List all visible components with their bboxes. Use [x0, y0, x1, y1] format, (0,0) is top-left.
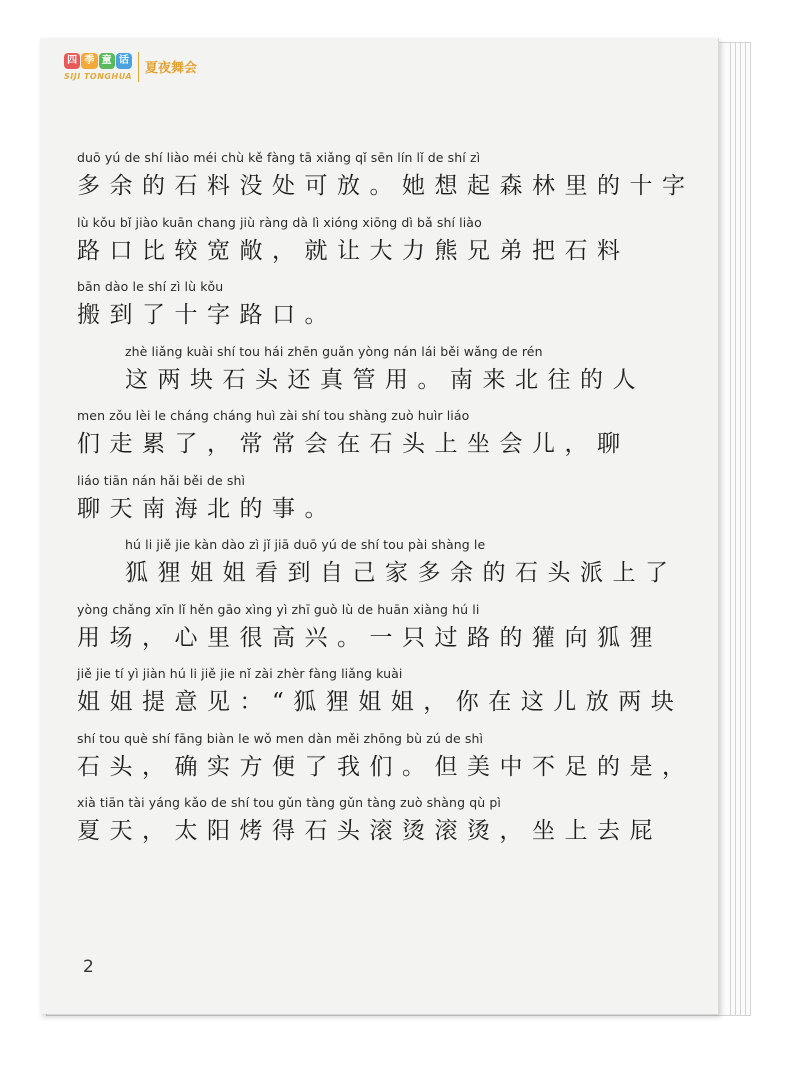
page-number: 2 — [83, 957, 94, 977]
pinyin-line: men zǒu lèi le cháng cháng huì zài shí tou shàng zuò huìr liáo — [77, 408, 470, 423]
hanzi-line: 路口比较宽敞，就让大力熊兄弟把石料 — [77, 237, 630, 264]
logo-char: 季 — [81, 53, 97, 69]
text-line — [77, 730, 695, 796]
text-line — [77, 795, 662, 860]
pinyin-line: liáo tiān nán hǎi běi de shì — [77, 472, 246, 488]
pinyin-line: hú li jiě jie kàn dào zì jǐ jiā duō yú de shí tou pài shàng le — [125, 537, 486, 552]
pinyin-line: xià tiān tài yáng kǎo de shí tou gǔn tàng gǔn tàng zuò shàng qù pì — [77, 795, 501, 810]
hanzi-line: 石头，确实方便了我们。但美中不足的是， — [77, 753, 695, 780]
pinyin-line: lù kǒu bǐ jiào kuān chang jiù ràng dà lì xióng xiōng dì bǎ shí liào — [77, 214, 482, 230]
hanzi-line: 夏天，太阳烤得石头滚烫滚烫，坐上去屁 — [77, 818, 662, 844]
pinyin-line: yòng chǎng xīn lǐ hěn gāo xìng yì zhī guò lù de huān xiàng hú li — [77, 601, 480, 617]
text-line — [77, 279, 637, 344]
header-divider — [138, 52, 139, 82]
series-logo — [64, 53, 132, 69]
logo-char: 话 — [116, 53, 132, 69]
text-line — [77, 666, 684, 731]
pinyin-line: jiě jie tí yì jiàn hú li jiě jie nǐ zài zhèr fàng liǎng kuài — [77, 666, 403, 681]
text-line — [77, 343, 645, 409]
page-header — [62, 50, 282, 90]
text-line — [77, 473, 637, 538]
text-line — [77, 601, 662, 667]
hanzi-line: 用场，心里很高兴。一只过路的獾向狐狸 — [77, 624, 662, 651]
hanzi-line: 聊天南海北的事。 — [77, 495, 337, 522]
logo-char: 四 — [64, 53, 80, 69]
pinyin-line: bān dào le shí zì lù kǒu — [77, 279, 224, 294]
pinyin-line: duō yú de shí liào méi chù kě fàng tā xiǎng qǐ sēn lín lǐ de shí zì — [77, 150, 481, 165]
hanzi-line: 狐狸姐姐看到自己家多余的石头派上了 — [125, 560, 678, 586]
series-pinyin: SIJI TONGHUA — [64, 72, 133, 81]
story-title: 夏夜舞会 — [145, 61, 198, 76]
text-line — [77, 150, 695, 215]
hanzi-line: 这两块石头还真管用。南来北往的人 — [125, 366, 645, 393]
hanzi-line: 们走累了，常常会在石头上坐会儿，聊 — [77, 431, 630, 457]
pinyin-line: zhè liǎng kuài shí tou hái zhēn guǎn yòng nán lái běi wǎng de rén — [125, 343, 543, 359]
logo-char: 童 — [99, 53, 115, 69]
hanzi-line: 姐姐提意见：“狐狸姐姐，你在这儿放两块 — [77, 689, 684, 715]
hanzi-line: 搬到了十字路口。 — [77, 302, 337, 328]
text-line — [77, 215, 637, 280]
hanzi-line: 多余的石料没处可放。她想起森林里的十字 — [77, 173, 695, 199]
text-line — [77, 537, 678, 602]
text-line — [77, 408, 637, 473]
pinyin-line: shí tou què shí fāng biàn le wǒ men dàn měi zhōng bù zú de shì — [77, 730, 484, 746]
story-text — [77, 150, 695, 860]
